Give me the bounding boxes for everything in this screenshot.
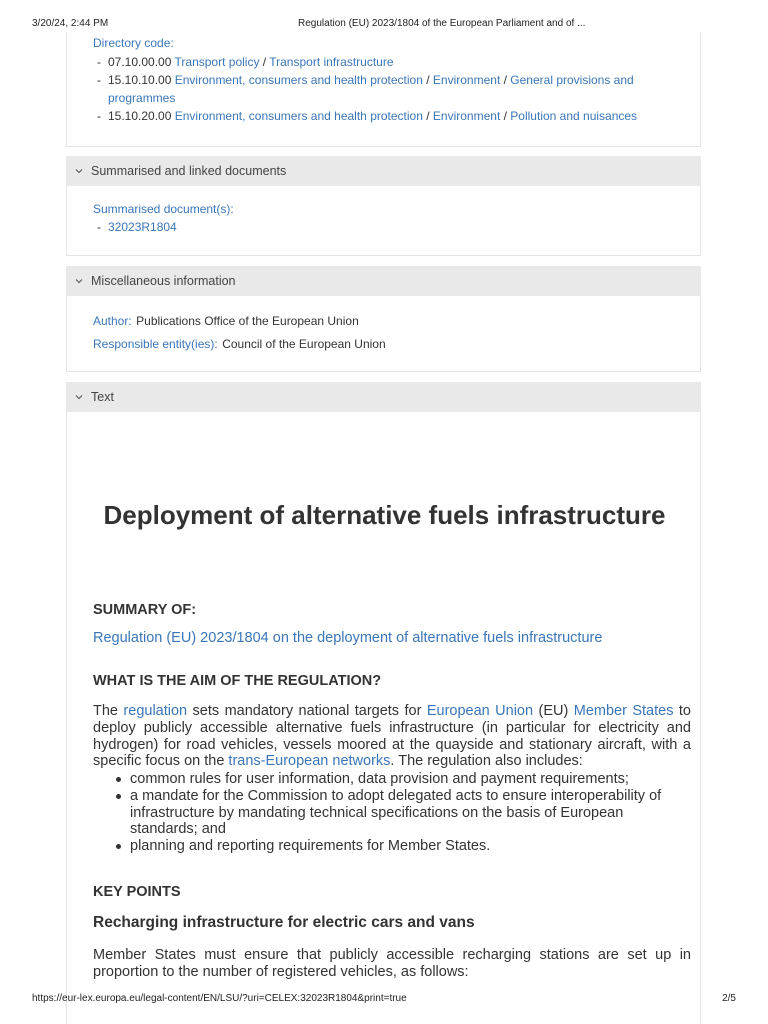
summarised-document-item xyxy=(93,220,177,234)
directory-code: 15.10.10.00 xyxy=(108,73,172,87)
author-value: Publications Office of the European Union xyxy=(136,314,359,328)
section-heading: Summarised and linked documents xyxy=(91,164,287,178)
regulation-link[interactable]: Regulation (EU) 2023/1804 on the deployment of alternative fuels infrastructure xyxy=(93,630,603,646)
chevron-down-icon xyxy=(74,166,84,176)
glossary-link-trans-european-networks[interactable]: trans-European networks xyxy=(228,753,391,770)
responsible-entity-row xyxy=(93,335,386,353)
summarised-document-link[interactable]: 32023R1804 xyxy=(108,220,177,234)
aim-text: . The regulation also includes: xyxy=(390,753,583,770)
directory-item: - 07.10.00.00 Transport policy / Transport infrastructure xyxy=(93,53,683,71)
text-section xyxy=(66,382,701,1024)
directory-link[interactable]: Environment xyxy=(432,73,501,87)
miscellaneous-toggle[interactable] xyxy=(66,266,701,296)
summarised-documents-section xyxy=(66,156,701,256)
print-url: https://eur-lex.europa.eu/legal-content/EN/LSU/?uri=CELEX:32023R1804&print=true xyxy=(32,993,407,1004)
responsible-entity-value: Council of the European Union xyxy=(222,337,386,351)
text-body xyxy=(66,412,701,1024)
miscellaneous-section xyxy=(66,266,701,372)
recharging-heading: Recharging infrastructure for electric cars and vans xyxy=(93,914,475,931)
directory-link[interactable]: Environment, consumers and health protection xyxy=(174,73,423,87)
directory-link[interactable]: Pollution and nuisances xyxy=(510,109,638,123)
section-heading: Text xyxy=(91,390,114,404)
aim-heading: WHAT IS THE AIM OF THE REGULATION? xyxy=(93,673,382,689)
print-page-title: Regulation (EU) 2023/1804 of the European Parliament and of ... xyxy=(298,18,586,29)
key-points-heading: KEY POINTS xyxy=(93,884,181,900)
glossary-link-member-states[interactable]: Member States xyxy=(573,703,674,719)
chevron-down-icon xyxy=(74,276,84,286)
author-label: Author: xyxy=(93,314,132,328)
summarised-documents-body xyxy=(66,186,701,256)
directory-link[interactable]: Environment xyxy=(432,109,501,123)
directory-code-list xyxy=(93,53,683,125)
list-item: planning and reporting requirements for Member States. xyxy=(112,838,692,855)
chevron-down-icon xyxy=(74,392,84,402)
miscellaneous-body xyxy=(66,296,701,372)
summary-of-heading: SUMMARY OF: xyxy=(93,602,197,618)
print-date: 3/20/24, 2:44 PM xyxy=(32,18,109,29)
aim-text: The xyxy=(93,703,124,719)
section-heading: Miscellaneous information xyxy=(91,274,236,288)
directory-link[interactable]: Environment, consumers and health protection xyxy=(174,109,423,123)
aim-text: sets mandatory national targets for xyxy=(187,703,427,719)
document-title: Deployment of alternative fuels infrastructure xyxy=(103,500,666,530)
list-item: a mandate for the Commission to adopt delegated acts to ensure interoperability of infrastructure by mandating technical specifications on the basis of European standards; and xyxy=(112,788,692,838)
directory-link[interactable]: Transport infrastructure xyxy=(269,55,394,69)
directory-link[interactable]: General provisions and programmes xyxy=(108,73,634,105)
text-toggle[interactable] xyxy=(66,382,701,412)
directory-code: 07.10.00.00 xyxy=(108,55,172,69)
directory-item: - 15.10.10.00 Environment, consumers and health protection / Environment / General provisions and programmes xyxy=(93,71,683,107)
print-header xyxy=(32,18,736,32)
directory-box xyxy=(66,32,701,147)
responsible-entity-label: Responsible entity(ies): xyxy=(93,337,218,351)
aim-text: to deploy publicly accessible alternative fuels infrastructure (in particular for electricity and hydrogen) for road vehicles, vessels moored at the quayside and stationary aircraft, with a specific focus on the xyxy=(93,703,691,770)
directory-code: 15.10.20.00 xyxy=(108,109,172,123)
aim-text: (EU) xyxy=(533,703,574,719)
directory-item: - 15.10.20.00 Environment, consumers and health protection / Environment / Pollution and nuisances xyxy=(93,107,683,125)
list-item: common rules for user information, data provision and payment requirements; xyxy=(112,771,692,788)
glossary-link-european-union[interactable]: European Union xyxy=(426,703,534,719)
aim-bullet-list xyxy=(112,771,692,855)
summarised-documents-label: Summarised document(s): xyxy=(93,202,234,216)
recharging-paragraph: Member States must ensure that publicly accessible recharging stations are set up in proportion to the number of registered vehicles, as follows: xyxy=(93,947,691,980)
directory-code-label: Directory code: xyxy=(93,36,174,50)
glossary-link-regulation[interactable]: regulation xyxy=(123,703,188,719)
author-row xyxy=(93,312,359,330)
aim-paragraph xyxy=(93,703,691,770)
page-number: 2/5 xyxy=(722,993,736,1004)
print-footer xyxy=(32,993,736,1007)
directory-link[interactable]: Transport policy xyxy=(174,55,260,69)
summarised-documents-toggle[interactable] xyxy=(66,156,701,186)
